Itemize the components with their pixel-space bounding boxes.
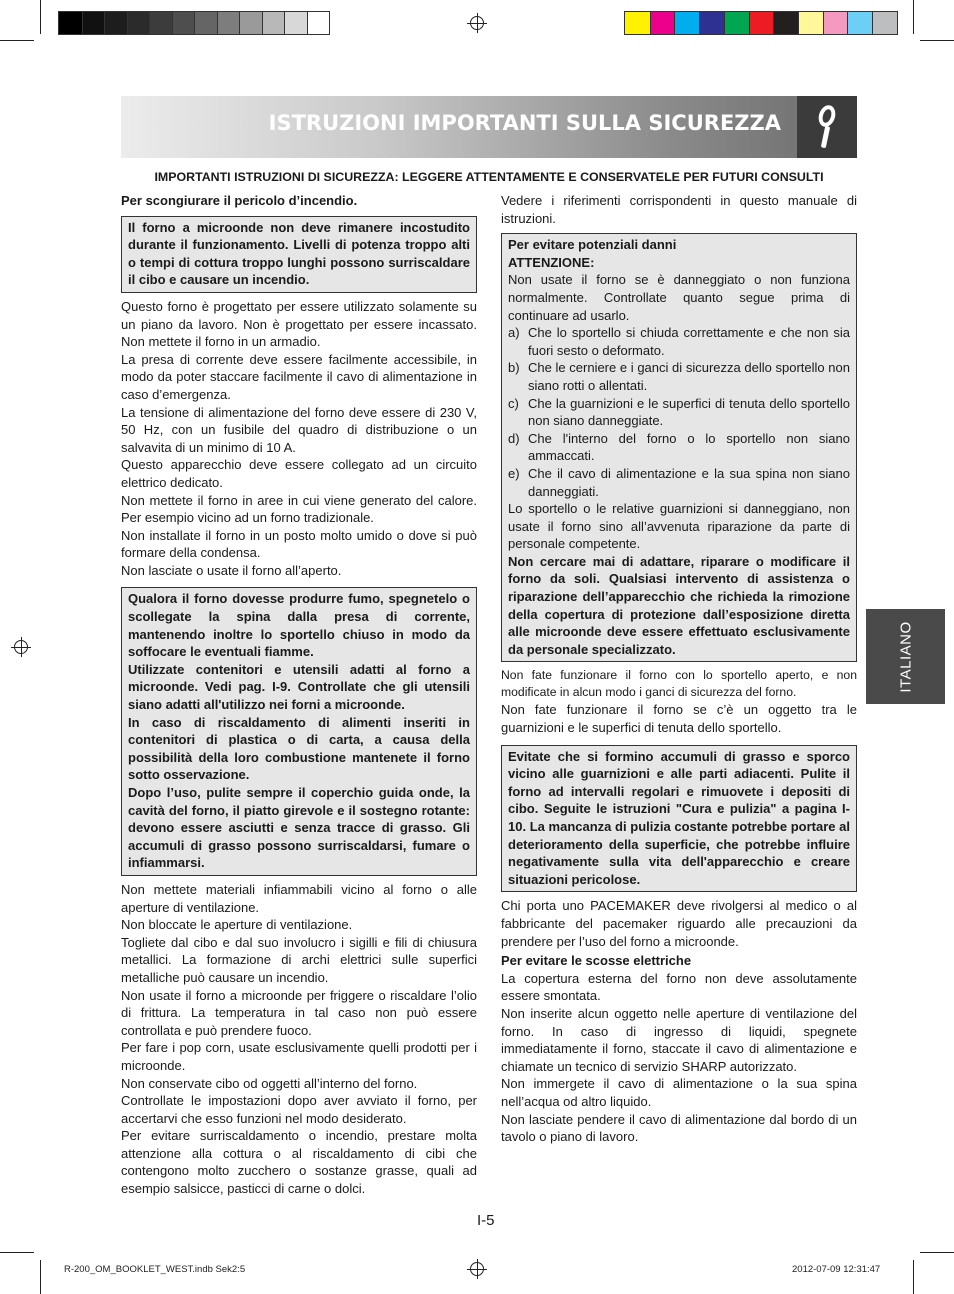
fire-warning-box: [121, 216, 477, 293]
color-swatch: [749, 12, 774, 34]
paragraph: Controllate le impostazioni dopo aver avviato il forno, per accertarvi che esso funzioni nel modo desiderato.: [121, 1093, 477, 1126]
color-swatch: [625, 12, 650, 34]
color-swatch: [149, 12, 172, 34]
damage-text: Non usate il forno se è danneggiato o non funziona normalmente. Controllate quanto segue prima di continuare ad usarlo.: [508, 272, 850, 323]
paragraph: Non conservate cibo od oggetti all’interno del forno.: [121, 1075, 418, 1091]
color-swatch: [699, 12, 724, 34]
attention-label: ATTENZIONE:: [508, 254, 595, 270]
paragraph: Non immergete il cavo di alimentazione o la sua spina nell’acqua od altro liquido.: [501, 1076, 857, 1109]
color-swatch: [127, 12, 150, 34]
damage-after-text: Lo sportello o le relative guarnizioni si danneggiano, non usate il forno sino all’avvenuta riparazione da parte di personale competente.: [508, 501, 850, 552]
slug-date: 2012-07-09 12:31:47: [792, 1264, 881, 1275]
section-header-banner: [121, 96, 857, 158]
repair-warning-text: Non cercare mai di adattare, riparare o modificare il forno da soli. Qualsiasi intervento di assistenza o riparazione dell’apparecchio che richieda la rimozione della copertura di protezione dall’esposizione diretta alle microonde deve essere effettuato esclusivamente da personale specializzato.: [508, 553, 850, 657]
color-swatch: [194, 12, 217, 34]
paragraph: Questo forno è progettato per essere utilizzato solamente su un piano da lavoro. Non è progettato per essere incassato. Non mettete il forno in un armadio.: [121, 298, 477, 350]
paragraph: La copertura esterna del forno non deve assolutamente essere smontata.: [501, 970, 857, 1004]
warning-text: Utilizzate contenitori e utensili adatti al forno a microonde. Vedi pag. I-9. Controllate che gli utensili siano adatti all'utilizzo nei forni a microonde.: [128, 661, 470, 713]
smoke-warning-box: [121, 587, 477, 876]
left-column: [121, 192, 477, 1198]
color-swatch: [262, 12, 285, 34]
page-title: ISTRUZIONI IMPORTANTI SULLA SICUREZZA: [268, 111, 781, 135]
color-swatch: [59, 12, 82, 34]
list-item: e) Che il cavo di alimentazione e la sua spina non siano danneggiati.: [508, 465, 850, 499]
right-column: [501, 192, 857, 1146]
registration-mark-icon: [470, 1262, 484, 1276]
color-swatch: [307, 12, 330, 34]
damage-warning-box: [501, 233, 857, 662]
paragraph: Per evitare surriscaldamento o incendio, prestare molta attenzione alla cottura o al riscaldamento di cibi che contengono molto zucchero o sostanze grasse, quali ad esempio salsicce, pasticci di carne o dolci.: [121, 1128, 477, 1197]
registration-mark-icon: [470, 16, 484, 30]
paragraph: Non fate funzionare il forno se c’è un oggetto tra le guarnizioni e le superfici di tenuta dello sportello.: [501, 702, 857, 736]
color-swatch: [798, 12, 823, 34]
paragraph: Questo apparecchio deve essere collegato ad un circuito elettrico dedicato.: [121, 457, 477, 490]
check-list: [508, 324, 850, 500]
paragraph: Non usate il forno a microonde per friggere o riscaldare l’olio di frittura. La temperatura in tal caso non può essere controllata e può prendere fuoco.: [121, 987, 477, 1038]
warning-text: In caso di riscaldamento di alimenti inseriti in contenitori di plastica o di carta, a causa della possibilità della loro combustione mantenete il forno sotto osservazione.: [128, 714, 470, 783]
warning-text: Dopo l’uso, pulite sempre il coperchio guida onde, la cavità del forno, il piatto girevole e il sostegno rotante: devono essere asciutti e senza tracce di grasso. Gli accumuli di grasso possono surriscaldarsi, fumare o infiammarsi.: [128, 785, 470, 871]
color-swatch: [847, 12, 872, 34]
fire-heading: Per scongiurare il pericolo d’incendio.: [121, 193, 358, 208]
paragraph: Non installate il forno in un posto molto umido o dove si può formare della condensa.: [121, 527, 477, 561]
page-number: I-5: [477, 1212, 495, 1229]
crop-mark: [0, 40, 34, 41]
paragraph: La presa di corrente deve essere facilmente accessibile, in modo da poter staccare facilmente il cavo di alimentazione in caso d’emergenza.: [121, 351, 477, 402]
paragraph: Non mettete materiali infiammabili vicino al forno o alle aperture di ventilazione.: [121, 881, 477, 915]
safety-info-icon: [797, 96, 857, 158]
color-swatch: [239, 12, 262, 34]
language-tab-label: ITALIANO: [897, 620, 914, 693]
shock-heading: Per evitare le scosse elettriche: [501, 953, 692, 969]
color-swatch: [284, 12, 307, 34]
grey-scale-bar: [58, 11, 330, 35]
crop-mark: [920, 40, 954, 41]
intro-text: Vedere i riferimenti corrispondenti in questo manuale di istruzioni.: [501, 193, 857, 226]
fire-warning-text: Il forno a microonde non deve rimanere incostudito durante il funzionamento. Livelli di potenza troppo alti o tempi di cottura troppo lunghi possono surriscaldare il cibo e causare un incendio.: [128, 219, 470, 288]
crop-mark: [913, 0, 914, 34]
grease-warning-box: [501, 745, 857, 893]
color-swatch: [172, 12, 195, 34]
color-swatch: [773, 12, 798, 34]
color-control-bar: [624, 11, 898, 35]
crop-mark: [40, 1260, 41, 1294]
paragraph: Non mettete il forno in aree in cui viene generato del calore. Per esempio vicino ad un forno tradizionale.: [121, 492, 477, 526]
list-item: c) Che la guarnizioni e le superfici di tenuta dello sportello non siano danneggiate.: [508, 395, 850, 429]
paragraph: Per fare i pop corn, usate esclusivamente quelli prodotti per i microonde.: [121, 1040, 477, 1073]
crop-mark: [40, 0, 41, 34]
paragraph: Non bloccate le aperture di ventilazione.: [121, 917, 353, 933]
registration-mark-icon: [14, 640, 28, 654]
paragraph: La tensione di alimentazione del forno deve essere di 230 V, 50 Hz, con un fusibile del quadro di distribuzione o un salvavita di un minimo di 10 A.: [121, 404, 477, 455]
paragraph: Togliete dal cibo e dal suo involucro i sigilli e fili di chiusura metallici. La formazione di archi elettrici sulle superfici metalliche può causare un incendio.: [121, 934, 477, 985]
door-open-note: Non fate funzionare il forno con lo sportello aperto, e non modificate in alcun modo i ganci di sicurezza del forno.: [501, 668, 857, 700]
list-item: b) Che le cerniere e i ganci di sicurezza dello sportello non siano rotti o allentati.: [508, 360, 850, 393]
paragraph: Non lasciate pendere il cavo di alimentazione dal bordo di un tavolo o piano di lavoro.: [501, 1111, 857, 1145]
slug-file-info: R-200_OM_BOOKLET_WEST.indb Sek2:5: [64, 1264, 246, 1275]
language-tab: [866, 609, 945, 704]
list-item: d) Che l'interno del forno o lo sportello non siano ammaccati.: [508, 430, 850, 464]
warning-text: Qualora il forno dovesse produrre fumo, spegnetelo o scollegate la spina dalla presa di corrente, mantenendo inoltre lo sportello chiuso in modo da soffocare le eventuali fiamme.: [128, 591, 470, 660]
color-swatch: [674, 12, 699, 34]
color-swatch: [104, 12, 127, 34]
list-item: a) Che lo sportello si chiuda correttamente e che non sia fuori sesto o deformato.: [508, 325, 850, 358]
pacemaker-text: Chi porta uno PACEMAKER deve rivolgersi al medico o al fabbricante del pacemaker riguardo alle precauzioni da prendere per l’uso del forno a microonde.: [501, 898, 857, 949]
color-swatch: [650, 12, 675, 34]
color-swatch: [217, 12, 240, 34]
color-swatch: [823, 12, 848, 34]
safety-subheading: IMPORTANTI ISTRUZIONI DI SICUREZZA: LEGGERE ATTENTAMENTE E CONSERVATELE PER FUTURI CONSULTI: [154, 170, 824, 184]
crop-mark: [920, 1252, 954, 1253]
color-swatch: [724, 12, 749, 34]
crop-mark: [913, 1260, 914, 1294]
crop-mark: [0, 1252, 34, 1253]
color-swatch: [872, 12, 897, 34]
paragraph: Non lasciate o usate il forno all’aperto.: [121, 562, 342, 578]
paragraph: Non inserite alcun oggetto nelle aperture di ventilazione del forno. In caso di ingresso di liquidi, spegnete immediatamente il forno, staccate il cavo di alimentazione e chiamate un tecnico di servizio SHARP autorizzato.: [501, 1005, 857, 1074]
damage-heading: Per evitare potenziali danni: [508, 237, 677, 253]
grease-warning-text: Evitate che si formino accumuli di grasso e sporco vicino alle guarnizioni e alle parti adiacenti. Pulite il forno ad intervalli regolari e rimuovete i depositi di cibo. Seguite le istruzioni "Cura e pulizia" a pagina I-10. La mancanza di pulizia costante potrebbe portare al deterioramento della superficie, che potrebbe influire negativamente sulla vita dell'apparecchio e creare situazioni pericolose.: [508, 748, 850, 887]
color-swatch: [82, 12, 105, 34]
